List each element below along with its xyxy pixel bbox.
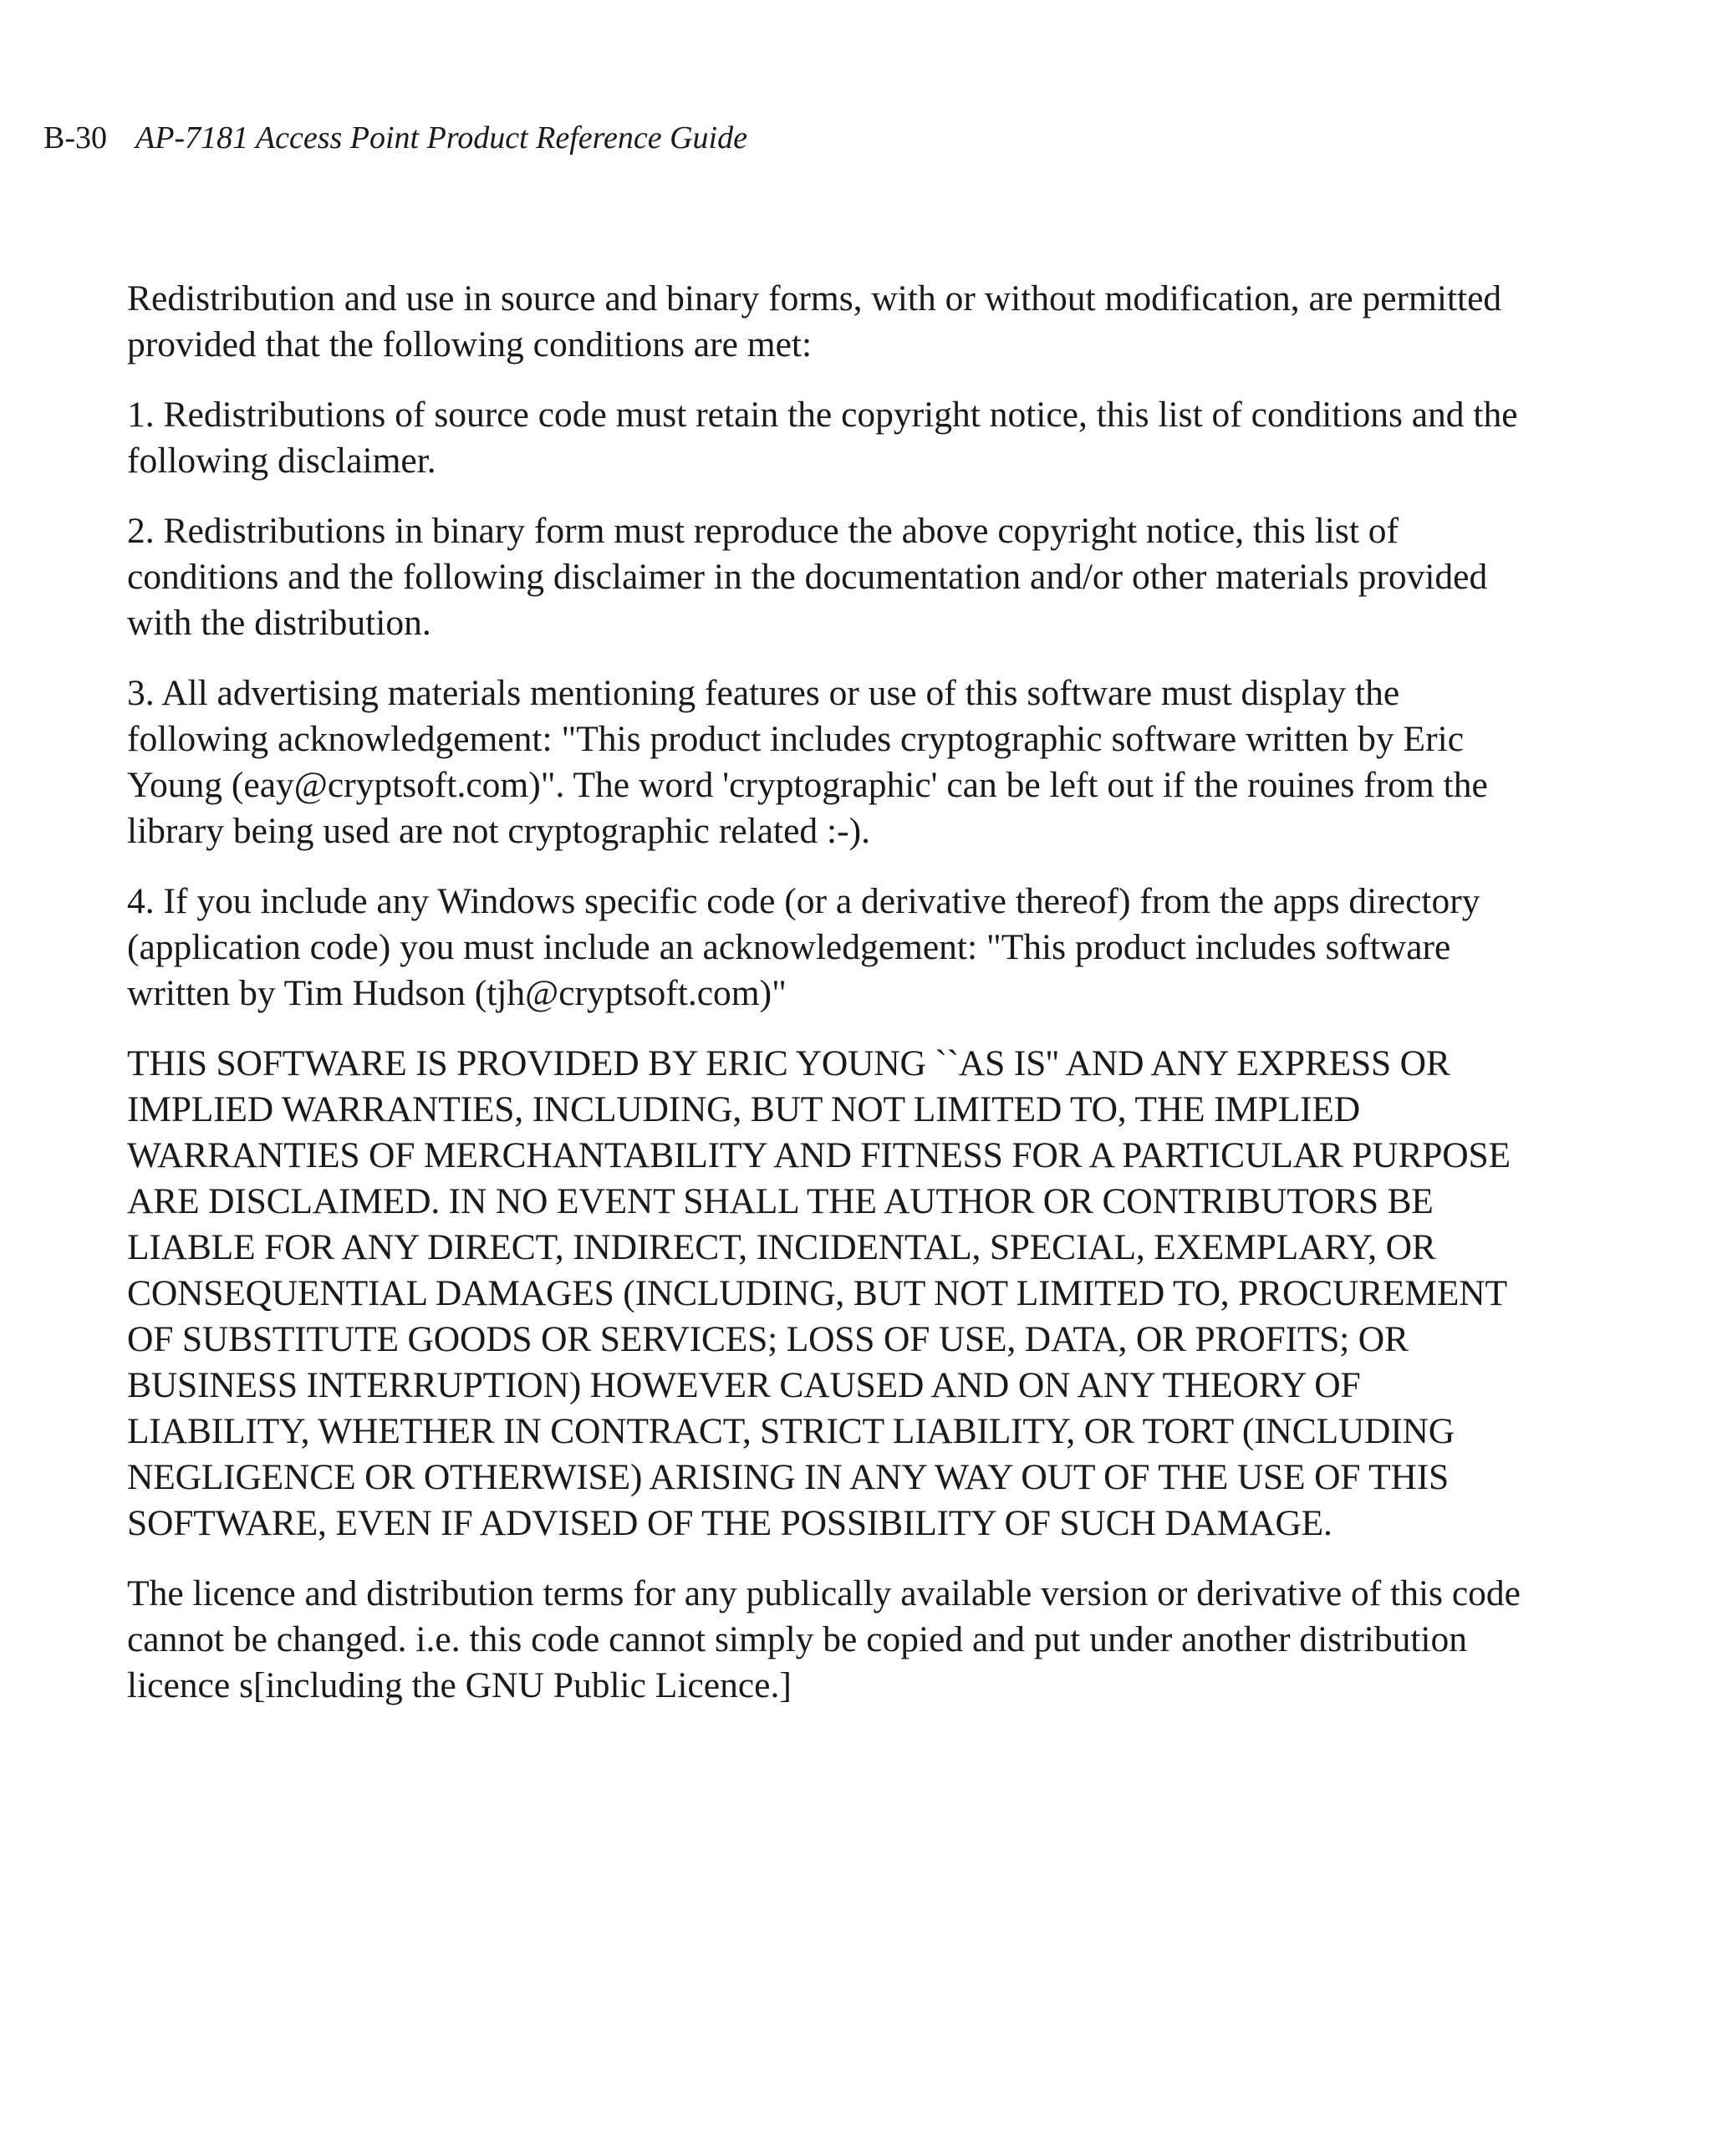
condition-3-paragraph: 3. All advertising materials mentioning features or use of this software must display the following acknowledgement: "This product includes cryptographic software written by Eric Young (eay@cryptsoft.com)". The word 'cryptographic' can be left out if the rouines from the library being used are not cryptographic related :-). — [127, 673, 1488, 851]
page-number: B-30 — [43, 120, 107, 155]
license-text — [127, 276, 1531, 1733]
page-header — [43, 117, 747, 159]
condition-2-paragraph: 2. Redistributions in binary form must reproduce the above copyright notice, this list of conditions and the following disclaimer in the documentation and/or other materials provided with the distribution. — [127, 511, 1488, 643]
condition-1-paragraph: 1. Redistributions of source code must retain the copyright notice, this list of conditions and the following disclaimer. — [127, 395, 1518, 481]
licence-terms-paragraph: The licence and distribution terms for any publically available version or derivative of this code cannot be changed. i.e. this code cannot simply be copied and put under another distribution licence s[including the GNU Public Licence.] — [127, 1573, 1521, 1705]
warranty-disclaimer-paragraph: THIS SOFTWARE IS PROVIDED BY ERIC YOUNG ``AS IS'' AND ANY EXPRESS OR IMPLIED WARRANTIES, INCLUDING, BUT NOT LIMITED TO, THE IMPLIED WARRANTIES OF MERCHANTABILITY AND FITNESS FOR A PARTICULAR PURPOSE ARE DISCLAIMED. IN NO EVENT SHALL THE AUTHOR OR CONTRIBUTORS BE LIABLE FOR ANY DIRECT, INDIRECT, INCIDENTAL, SPECIAL, EXEMPLARY, OR CONSEQUENTIAL DAMAGES (INCLUDING, BUT NOT LIMITED TO, PROCUREMENT OF SUBSTITUTE GOODS OR SERVICES; LOSS OF USE, DATA, OR PROFITS; OR BUSINESS INTERRUPTION) HOWEVER CAUSED AND ON ANY THEORY OF LIABILITY, WHETHER IN CONTRACT, STRICT LIABILITY, OR TORT (INCLUDING NEGLIGENCE OR OTHERWISE) ARISING IN ANY WAY OUT OF THE USE OF THIS SOFTWARE, EVEN IF ADVISED OF THE POSSIBILITY OF SUCH DAMAGE. — [127, 1043, 1511, 1543]
intro-paragraph: Redistribution and use in source and binary forms, with or without modification, are permitted provided that the following conditions are met: — [127, 278, 1502, 364]
condition-4-paragraph: 4. If you include any Windows specific code (or a derivative thereof) from the apps directory (application code) you must include an acknowledgement: "This product includes software written by Tim Hudson (tjh@cryptsoft.com)" — [127, 881, 1480, 1013]
running-title: AP-7181 Access Point Product Reference Guide — [135, 120, 747, 155]
